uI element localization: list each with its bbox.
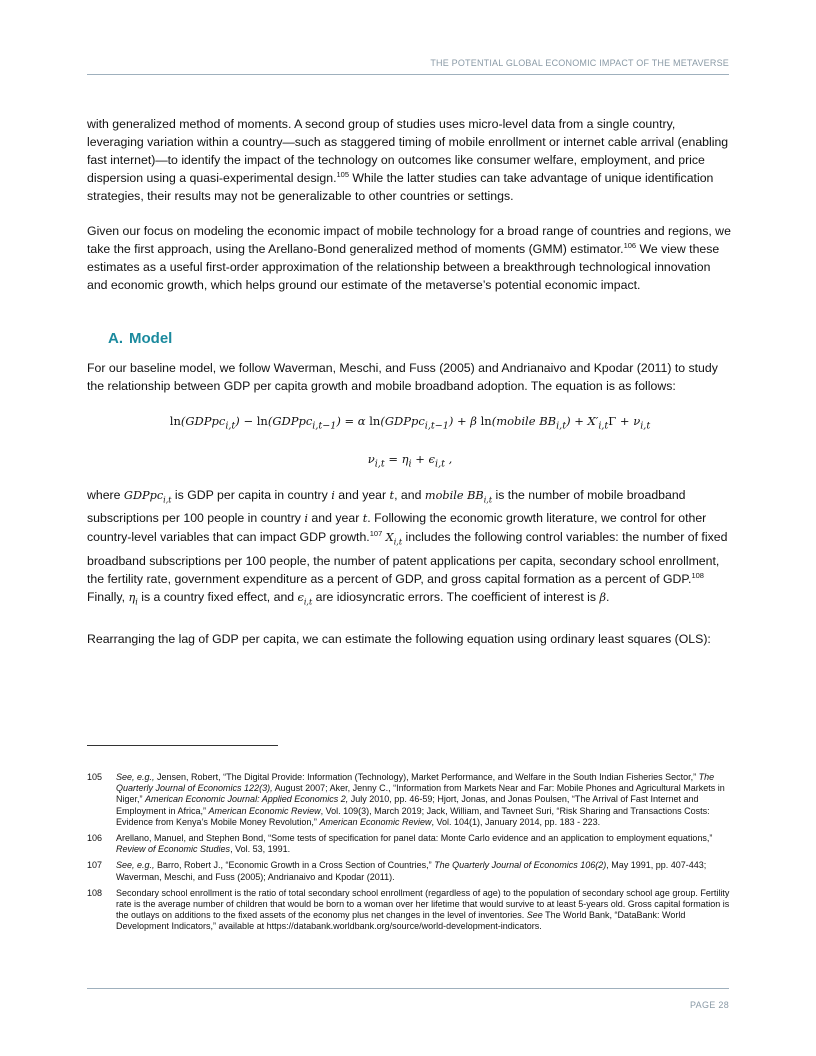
paragraph-1: with generalized method of moments. A second group of studies uses micro-level data from a single country, leveraging variation within a country—such as staggered timing of mobile enrollment or internet cable arrival (enabling fast internet)—to identify the impact of the technology on outcomes like consumer welfare, employment, and price dispersion using a quasi-experimental design.$^{105}$ While the latter studies can take advantage of unique identification strategies, their results may not be generalizable to other countries or settings. — [87, 117, 729, 203]
footnote-ref-108[interactable]: 108 — [691, 570, 704, 580]
footnote-ref-105[interactable]: 105 — [336, 170, 350, 179]
equation-1: ln(GDPpc$_{i,t}$) − ln(GDPpc$_{i,t-1}$) = α ln(GDPpc$_{i,t-1}$) + β ln(mobile $BB_{i,t}) + X'_{i,t}\Gamma + \nu_{i,t}$ — [169, 414, 651, 432]
footnote-divider — [87, 745, 278, 746]
header-rule — [87, 74, 729, 75]
equation-2: $\nu_{i,t} = \eta_i + \epsilon_{i,t}$ , — [367, 452, 453, 470]
footnote-108: 108 Secondary school enrollment is the ratio of total secondary school enrollment (regardless of age) to the population of secondary school age group. Fertility rate is the average number of children that would be born to a woman over her lifetime that would survive to at least 5-years old. Gross capital formation is the outlays on additions to the fixed assets of the economy plus net changes in the level of inventories. See The World Bank, “DataBank: World Development Indicators,” available at https://databank.worldbank.org/source/world-development-indicators. — [87, 887, 730, 932]
running-header: THE POTENTIAL GLOBAL ECONOMIC IMPACT OF THE METAVERSE — [430, 58, 729, 68]
footnote-107: 107 See, e.g., Barro, Robert J., “Economic Growth in a Cross Section of Countries,” The Quarterly Journal of Economics 106(2), May 1991, pp. 407-443; Waverman, Meschi, and Fuss (2005); Andrianaivo and Kpodar (2011). — [87, 860, 707, 882]
paragraph-3: For our baseline model, we follow Waverman, Meschi, and Fuss (2005) and Andrianaivo and Kpodar (2011) to study the relationship between GDP per capita growth and mobile broadband adoption. The equation is as follows: — [87, 361, 718, 393]
paragraph-4: where GDPpc$_{i,t}$ is GDP per capita in country i and year t, and mobile $BB_{i,t}$ is the number of mobile broadband subscriptions per 100 people in country i and year t. Following the economic growth literature, we control for other country-level variables that can impact GDP growth.$^{107}$ $X_{i,t}$ includes the following control variables: the number of fixed broadband subscriptions per 100 people, the number of patent applications per capita, secondary school enrollment, the fertility rate, government expenditure as a percent of GDP, and gross capital formation as a percent of GDP.$^{108}$ Finally, $\eta_i$ is a country fixed effect, and $\epsilon_{i,t}$ are idiosyncratic errors. The coefficient of interest is β. — [87, 488, 728, 606]
footnote-105: 105 See, e.g., Jensen, Robert, “The Digital Provide: Information (Technology), Market Performance, and Welfare in the South Indian Fisheries Sector,” The Quarterly Journal of Economics 122(3), August 2007; Aker, Jenny C., “Information from Markets Near and Far: Mobile Phones and Agricultural Markets in Niger,” American Economic Journal: Applied Economics 2, July 2010, pp. 46-59; Hjort, Jonas, and Jonas Poulsen, “The Arrival of Fast Internet and Employment in Africa,” American Economic Review, Vol. 109(3), March 2019; Jack, William, and Tavneet Suri, “Risk Sharing and Transactions Costs: Evidence from Kenya’s Mobile Money Revolution,” American Economic Review, Vol. 104(1), January 2014, pp. 183 - 223. — [87, 772, 725, 827]
page-number: PAGE 28 — [690, 1000, 729, 1010]
footnote-ref-106[interactable]: 106 — [623, 241, 637, 250]
footnotes — [87, 772, 733, 938]
paragraph-2: Given our focus on modeling the economic impact of mobile technology for a broad range of countries and regions, we take the first approach, using the Arellano-Bond generalized method of moments (GMM) estimator.$^{106}$ We view these estimates as a useful first-order approximation of the relationship between a breakthrough technological innovation and economic growth, which helps ground our estimate of the metaverse’s potential economic impact. — [87, 224, 731, 292]
footnote-106: 106 Arellano, Manuel, and Stephen Bond, “Some tests of specification for panel data: Monte Carlo evidence and an application to employment equations,” Review of Economic Studies, Vol. 53, 1991. — [87, 833, 713, 855]
footnote-ref-107[interactable]: 107 — [369, 529, 383, 539]
section-heading: A. Model — [108, 330, 173, 347]
footer-rule — [87, 988, 729, 989]
paragraph-5: Rearranging the lag of GDP per capita, we can estimate the following equation using ordinary least squares (OLS): — [87, 632, 711, 646]
